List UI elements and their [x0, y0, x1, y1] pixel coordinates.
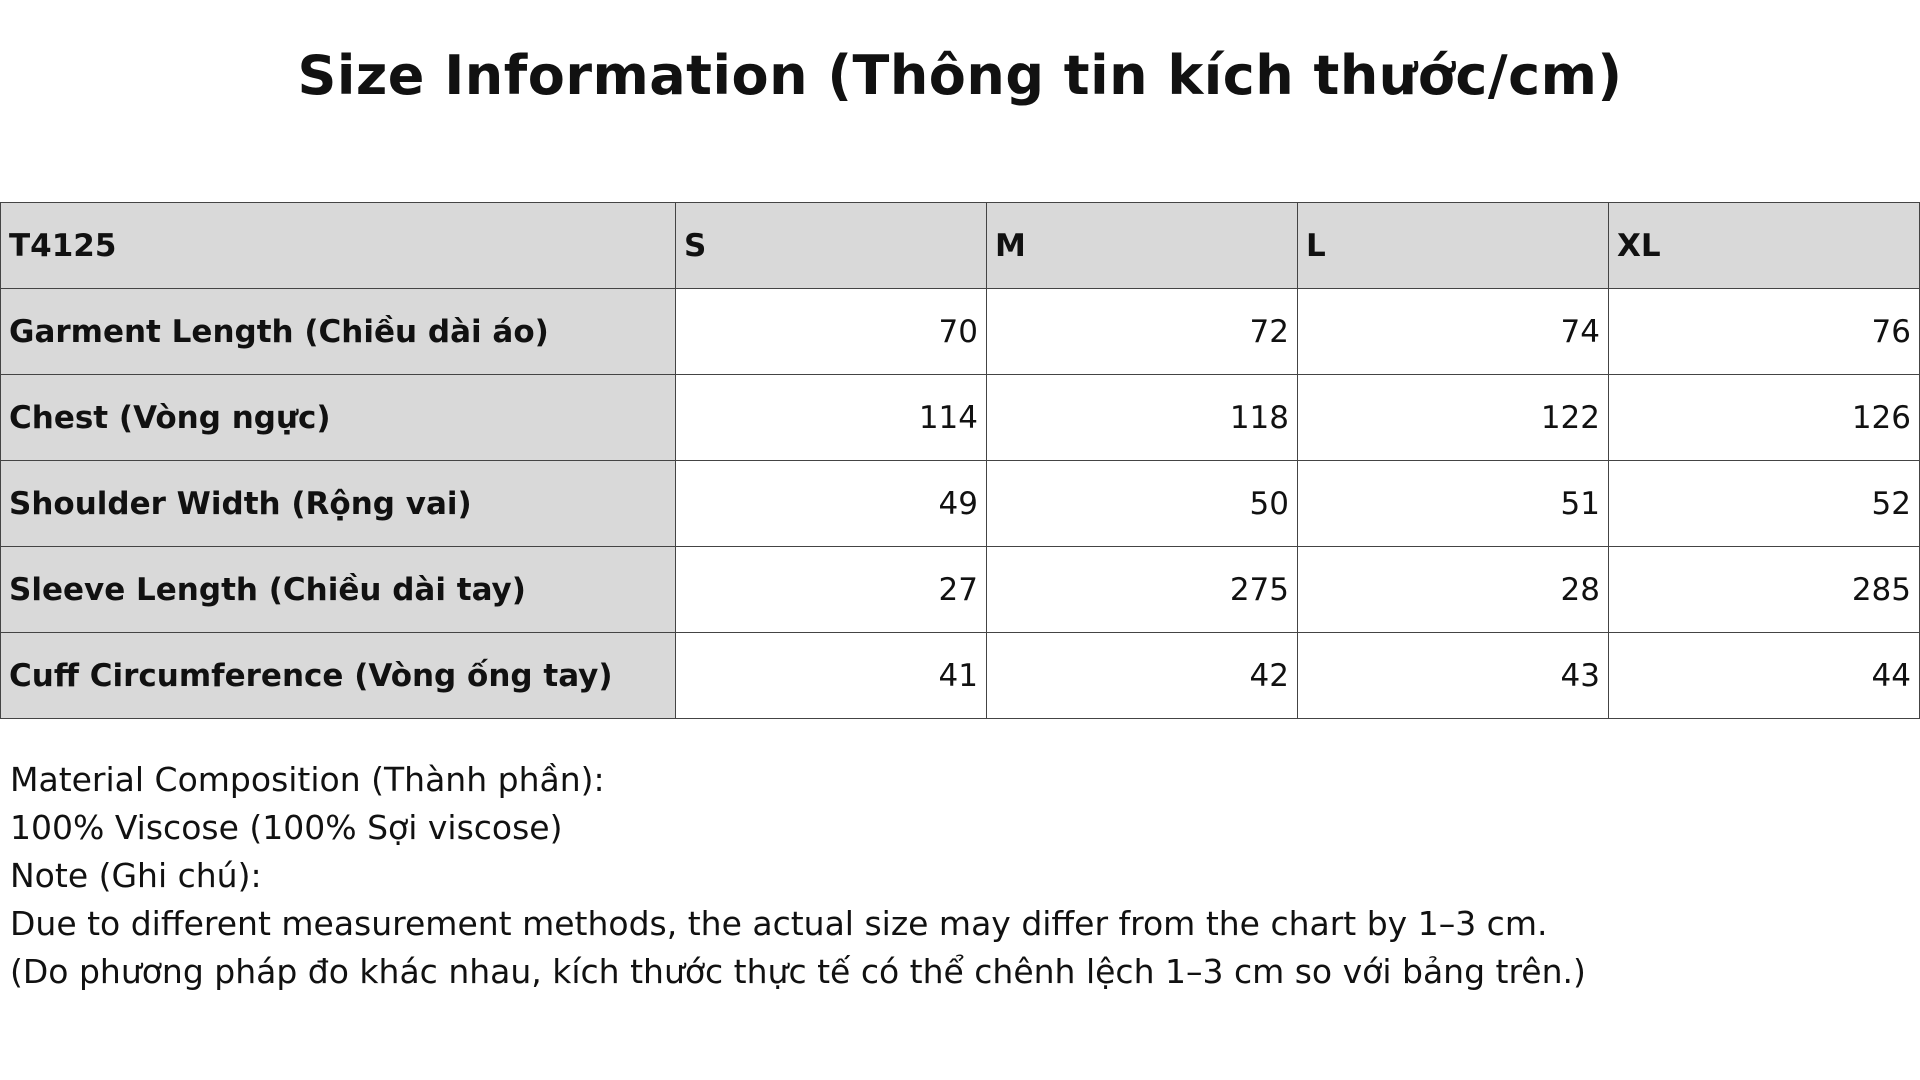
row-label-cuff-circumference: Cuff Circumference (Vòng ống tay)	[1, 633, 676, 719]
table-cell: 27	[676, 547, 987, 633]
table-cell: 44	[1609, 633, 1920, 719]
table-row	[1, 375, 1920, 461]
table-cell: 41	[676, 633, 987, 719]
table-cell: 72	[987, 289, 1298, 375]
table-cell: 118	[987, 375, 1298, 461]
table-cell: 285	[1609, 547, 1920, 633]
row-label-sleeve-length: Sleeve Length (Chiều dài tay)	[1, 547, 676, 633]
table-header-row	[1, 203, 1920, 289]
material-value: 100% Viscose (100% Sợi viscose)	[10, 808, 563, 847]
page-title: Size Information (Thông tin kích thước/cm)	[297, 44, 1623, 107]
table-cell: 76	[1609, 289, 1920, 375]
table-cell: 74	[1298, 289, 1609, 375]
table-cell: 122	[1298, 375, 1609, 461]
header-size-l: L	[1298, 203, 1609, 289]
note-english: Due to different measurement methods, the actual size may differ from the chart by 1–3 cm.	[10, 904, 1548, 943]
row-label-chest: Chest (Vòng ngực)	[1, 375, 676, 461]
table-cell: 70	[676, 289, 987, 375]
size-table	[0, 202, 1920, 719]
table-cell: 126	[1609, 375, 1920, 461]
table-row	[1, 289, 1920, 375]
table-row	[1, 633, 1920, 719]
table-cell: 42	[987, 633, 1298, 719]
table-cell: 28	[1298, 547, 1609, 633]
row-label-garment-length: Garment Length (Chiều dài áo)	[1, 289, 676, 375]
header-size-m: M	[987, 203, 1298, 289]
header-size-s: S	[676, 203, 987, 289]
table-cell: 49	[676, 461, 987, 547]
row-label-shoulder-width: Shoulder Width (Rộng vai)	[1, 461, 676, 547]
table-cell: 52	[1609, 461, 1920, 547]
material-heading: Material Composition (Thành phần):	[10, 760, 605, 799]
note-heading: Note (Ghi chú):	[10, 856, 262, 895]
table-cell: 275	[987, 547, 1298, 633]
table-row	[1, 547, 1920, 633]
table-cell: 114	[676, 375, 987, 461]
table-cell: 51	[1298, 461, 1609, 547]
table-cell: 43	[1298, 633, 1609, 719]
notes-section	[10, 756, 1910, 996]
note-vietnamese: (Do phương pháp đo khác nhau, kích thước thực tế có thể chênh lệch 1–3 cm so với bảng trên.)	[10, 952, 1586, 991]
header-model-code: T4125	[1, 203, 676, 289]
header-size-xl: XL	[1609, 203, 1920, 289]
table-cell: 50	[987, 461, 1298, 547]
table-row	[1, 461, 1920, 547]
